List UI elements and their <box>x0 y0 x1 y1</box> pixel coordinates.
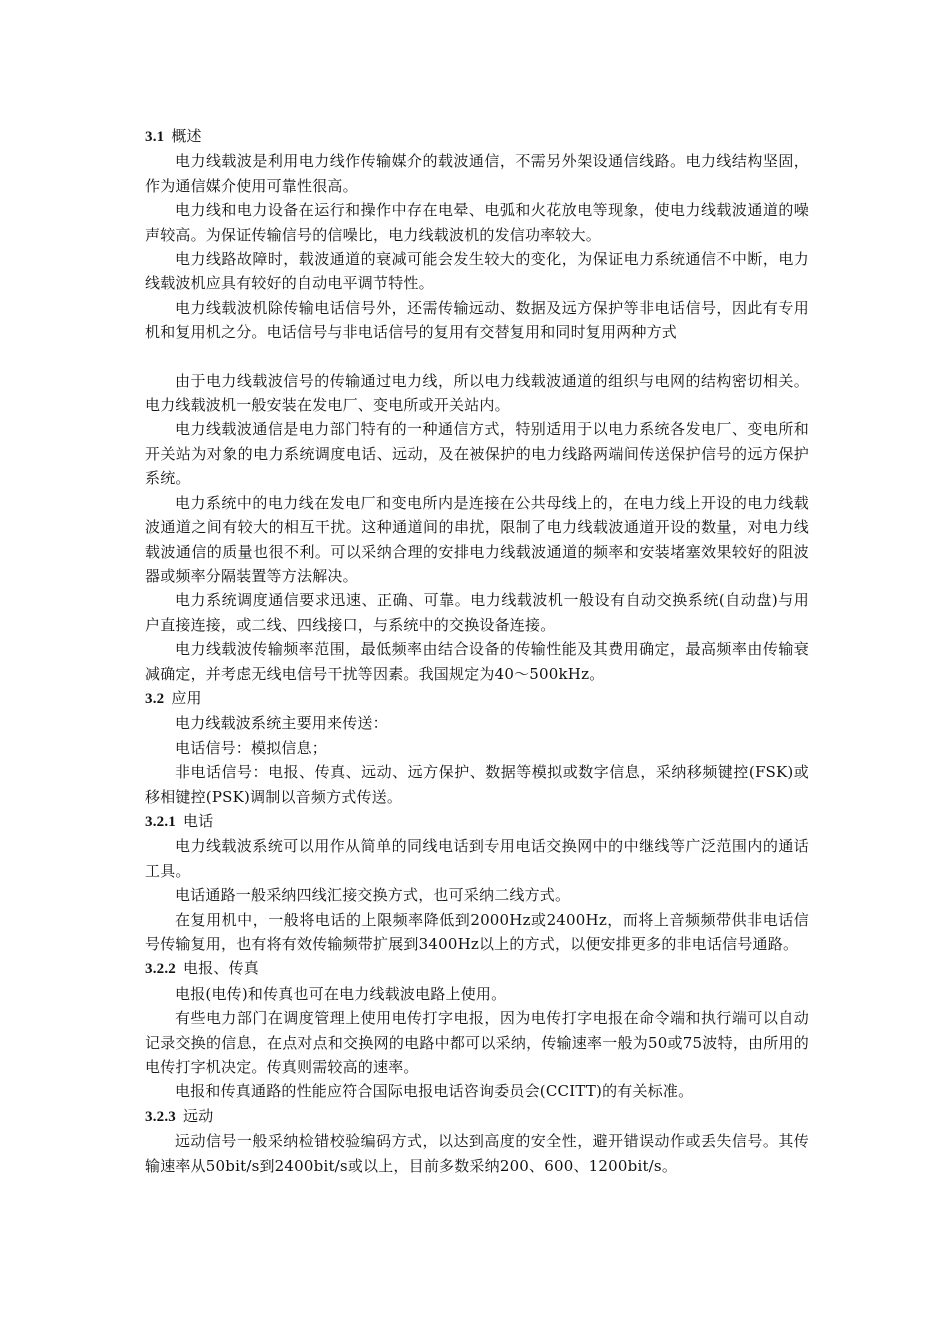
section-heading-3-2-2 <box>145 956 809 981</box>
section-number: 3.2.1 <box>145 813 176 830</box>
paragraph: 电力线载波机除传输电话信号外，还需传输远动、数据及远方保护等非电话信号，因此有专用机和复用机之分。电话信号与非电话信号的复用有交替复用和同时复用两种方式 <box>145 298 809 342</box>
paragraph: 有些电力部门在调度管理上使用电传打字电报，因为电传打字电报在命令端和执行端可以自动记录交换的信息，在点对点和交换网的电路中都可以采纳，传输速率一般为50或75波特，由所用的电传打字机决定。传真则需较高的速率。 <box>145 1009 809 1077</box>
section-number: 3.2.2 <box>145 961 176 978</box>
paragraph: 电报(电传)和传真也可在电力线载波电路上使用。 <box>175 984 507 1003</box>
paragraph: 电话信号：模拟信息； <box>175 738 328 757</box>
paragraph: 由于电力线载波信号的传输通过电力线，所以电力线载波通道的组织与电网的结构密切相关。电力线载波机一般安装在发电厂、变电所或开关站内。 <box>145 371 809 415</box>
paragraph: 电力线和电力设备在运行和操作中存在电晕、电弧和火花放电等现象，使电力线载波通道的噪声较高。为保证传输信号的信噪比，电力线载波机的发信功率较大。 <box>145 201 809 244</box>
paragraph: 电力线载波传输频率范围，最低频率由结合设备的传输性能及其费用确定，最高频率由传输衰减确定，并考虑无线电信号干扰等因素。我国规定为40～500kHz。 <box>145 640 809 683</box>
paragraph: 电力系统中的电力线在发电厂和变电所内是连接在公共母线上的，在电力线上开设的电力线载波通道之间有较大的相互干扰。这种通道间的串扰，限制了电力线载波通道开设的数量，对电力线载波通信的质量也很不利。可以采纳合理的安排电力线载波通道的频率和安装堵塞效果较好的阻波器或频率分隔装置等方法解决。 <box>145 493 809 585</box>
document-body <box>145 124 809 1178</box>
paragraph: 电力线载波是利用电力线作传输媒介的载波通信，不需另外架设通信线路。电力线结构坚固，作为通信媒介使用可靠性很高。 <box>145 152 809 195</box>
section-heading-3-1 <box>145 124 809 149</box>
blank-line <box>145 345 809 369</box>
section-title: 电报、传真 <box>183 959 260 978</box>
section-number: 3.2 <box>145 690 165 707</box>
section-title: 电话 <box>183 811 214 830</box>
paragraph: 非电话信号：电报、传真、远动、远方保护、数据等模拟或数字信息，采纳移频键控(FSK)或移相键控(PSK)调制以音频方式传送。 <box>145 763 809 806</box>
section-heading-3-2-3 <box>145 1104 809 1129</box>
section-number: 3.1 <box>145 129 165 145</box>
section-heading-3-2-1 <box>145 809 809 834</box>
paragraph: 电力线路故障时，载波通道的衰减可能会发生较大的变化，为保证电力系统通信不中断，电力线载波机应具有较好的自动电平调节特性。 <box>145 250 809 293</box>
paragraph: 电力线载波系统主要用来传送： <box>175 714 388 733</box>
section-heading-3-2 <box>145 686 809 711</box>
section-title: 概述 <box>171 127 202 145</box>
section-number: 3.2.3 <box>145 1108 176 1125</box>
paragraph: 电报和传真通路的性能应符合国际电报电话咨询委员会(CCITT)的有关标准。 <box>175 1082 694 1101</box>
paragraph: 电话通路一般采纳四线汇接交换方式，也可采纳二线方式。 <box>175 886 571 905</box>
section-title: 应用 <box>171 688 202 707</box>
section-title: 远动 <box>183 1106 214 1125</box>
paragraph: 电力线载波系统可以用作从简单的同线电话到专用电话交换网中的中继线等广泛范围内的通话工具。 <box>145 837 809 880</box>
paragraph: 在复用机中，一般将电话的上限频率降低到2000Hz或2400Hz，而将上音频频带供非电话信号传输复用，也有将有效传输频带扩展到3400Hz以上的方式，以便安排更多的非电话信号通路。 <box>145 910 809 953</box>
paragraph: 远动信号一般采纳检错校验编码方式，以达到高度的安全性，避开错误动作或丢失信号。其传输速率从50bit/s到2400bit/s或以上，目前多数采纳200、600、1200bit/s。 <box>145 1132 809 1175</box>
paragraph: 电力系统调度通信要求迅速、正确、可靠。电力线载波机一般设有自动交换系统(自动盘)与用户直接连接，或二线、四线接口，与系统中的交换设备连接。 <box>145 591 809 634</box>
paragraph: 电力线载波通信是电力部门特有的一种通信方式，特别适用于以电力系统各发电厂、变电所和开关站为对象的电力系统调度电话、远动，及在被保护的电力线路两端间传送保护信号的远方保护系统。 <box>145 420 809 488</box>
